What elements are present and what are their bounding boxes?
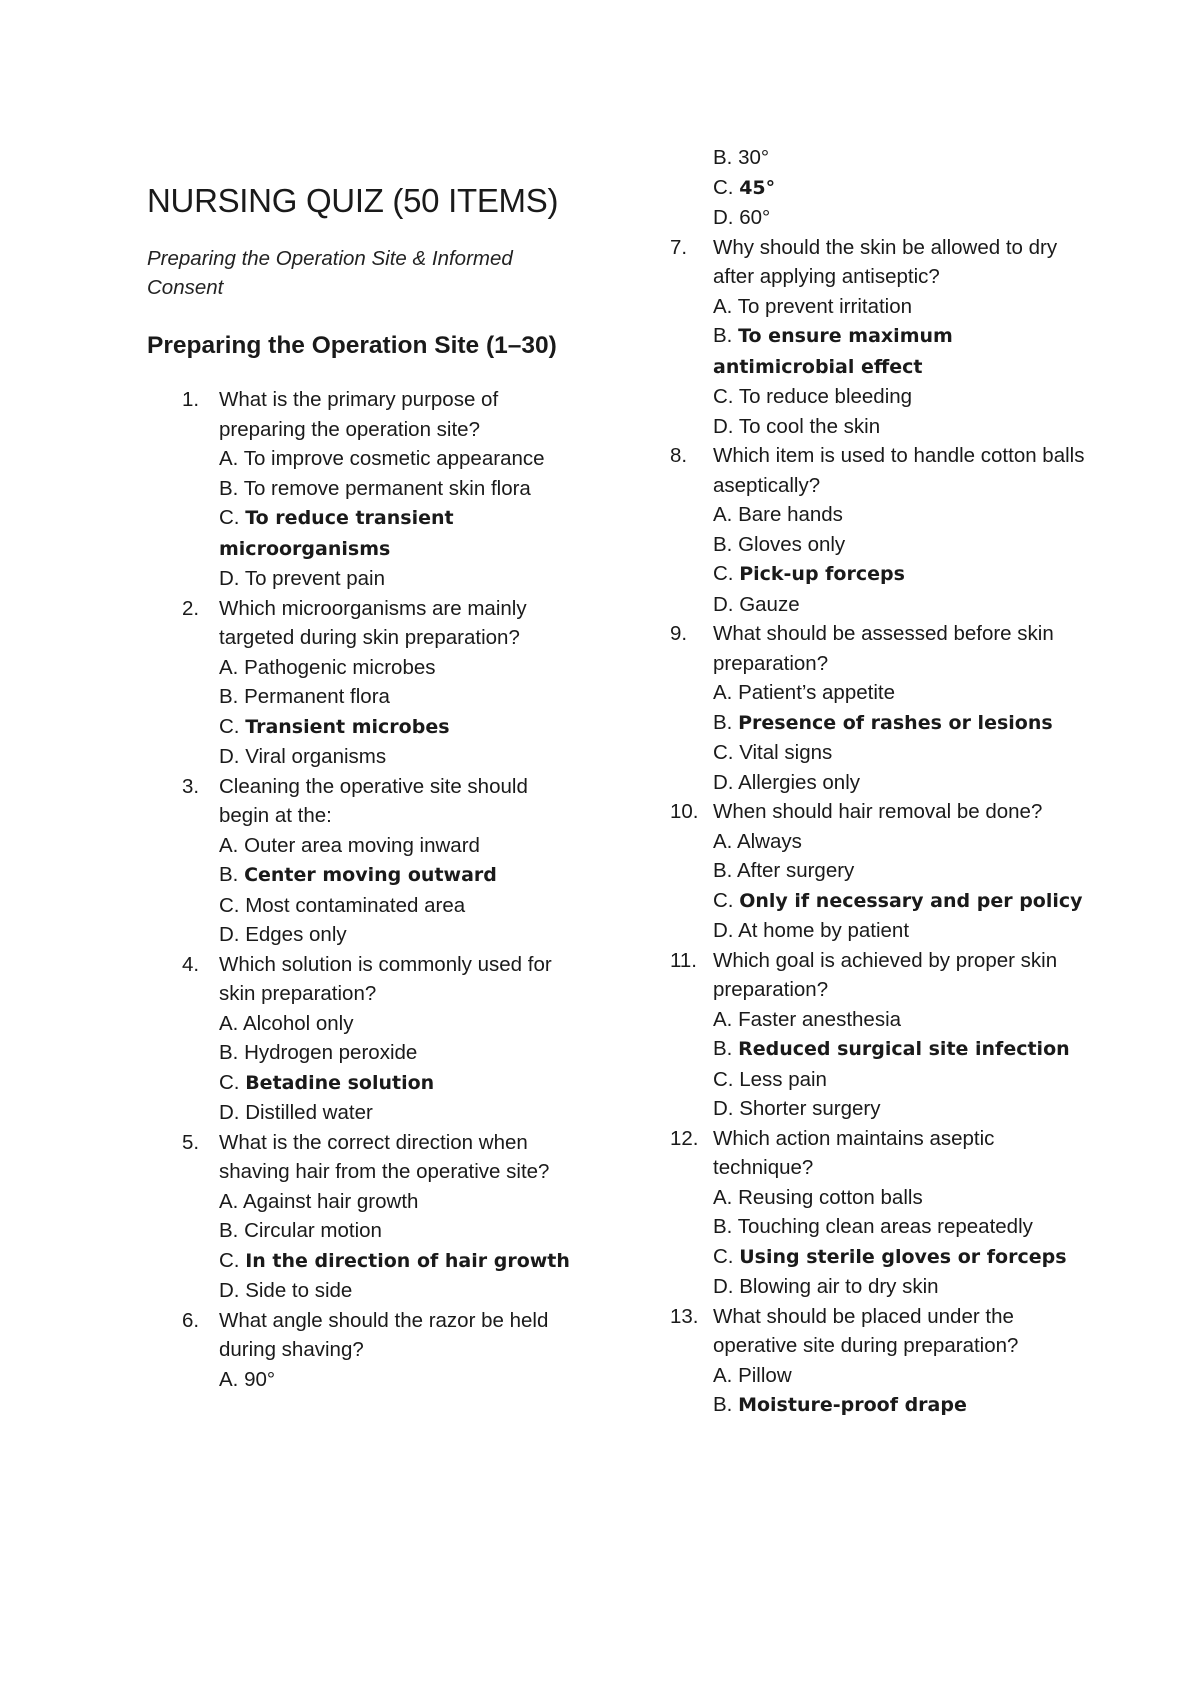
answer-option [219,891,577,921]
answer-option-correct [219,1246,577,1277]
option-letter: A. [713,294,733,318]
question-number: 6. [182,1308,200,1332]
question-item [147,385,577,594]
option-letter: A. [219,447,239,470]
option-letter: C. [219,1070,240,1094]
document-title: NURSING QUIZ (50 ITEMS) [147,182,559,219]
option-text: Gloves only [738,532,846,556]
option-letter: A. [219,833,239,857]
option-text: Distilled water [245,1101,373,1124]
question-item [670,1302,1100,1421]
option-text: After surgery [736,859,855,882]
answer-option [219,1187,577,1217]
option-letter: A. [713,503,733,526]
question-number: 10. [670,800,699,823]
option-letter: D. [713,592,734,616]
option-text: 45° [739,176,776,199]
option-text: Patient’s appetite [738,681,895,704]
option-text: Viral organisms [245,745,387,768]
option-letter: B. [713,1037,733,1060]
option-text: Moisture-proof drape [738,1394,967,1416]
option-letter: D. [713,1097,734,1120]
option-letter: B. [713,859,733,882]
question-number: 12. [670,1126,699,1150]
option-text: Permanent flora [244,685,390,708]
section-heading: Preparing the Operation Site (1–30) [147,332,557,359]
question-number: 13. [670,1304,699,1328]
option-letter: C. [713,175,734,199]
option-letter: D. [219,1101,240,1124]
option-text: To ensure maximum antimicrobial effect [713,325,953,378]
option-letter: D. [713,770,734,794]
option-text: Shorter surgery [739,1097,881,1120]
option-text: Most contaminated area [245,893,466,917]
option-letter: C. [713,741,734,764]
option-text: Against hair growth [242,1189,419,1213]
question-text: What should be placed under the operative site during preparation? [713,1304,1019,1357]
option-letter: B. [713,324,733,347]
question-number: 4. [182,952,200,976]
option-letter: C. [219,506,240,529]
answer-option-correct [713,1242,1100,1273]
option-text: Betadine solution [245,1071,435,1094]
answer-option [219,1365,577,1395]
question-item [147,594,577,772]
answer-option-correct [713,1034,1100,1065]
question-item [670,1124,1100,1302]
option-letter: D. [713,919,734,942]
option-text: Outer area moving inward [244,833,480,857]
answer-option [219,920,577,950]
question-text: Why should the skin be allowed to dry after applying antiseptic? [713,235,1058,288]
question-text: Which microorganisms are mainly targeted during skin preparation? [219,596,527,649]
question-text: When should hair removal be done? [713,800,1043,823]
answer-option [713,1272,1100,1302]
question-item [147,1128,577,1306]
answer-option-correct [713,708,1100,739]
answer-option-correct [713,886,1100,917]
question-item [670,441,1100,619]
option-letter: D. [713,414,734,438]
answer-option [713,143,1100,173]
option-text: Gauze [739,592,800,616]
answer-option-correct [219,1068,577,1099]
question-number: 2. [182,596,200,620]
question-text: What is the primary purpose of preparing the operation site? [219,388,499,441]
answer-option [219,1276,577,1306]
option-letter: D. [713,1275,734,1298]
question-number: 9. [670,622,688,645]
option-text: To prevent pain [244,567,386,590]
answer-option [219,474,577,504]
answer-option-correct [713,559,1100,590]
document-subtitle: Preparing the Operation Site & Informed Consent [147,247,513,299]
option-letter: B. [713,1393,733,1416]
question-item [147,1306,577,1395]
option-text: Alcohol only [242,1011,354,1035]
answer-option [713,1094,1100,1124]
option-text: Circular motion [244,1219,382,1242]
answer-option-correct [219,503,577,564]
answer-option [219,1009,577,1039]
option-text: To cool the skin [738,414,881,438]
question-number: 8. [670,444,688,467]
option-text: Pick-up forceps [739,563,905,585]
option-text: Touching clean areas repeatedly [737,1215,1033,1238]
question-number: 5. [182,1130,200,1154]
question-item [670,233,1100,442]
option-letter: A. [219,655,239,679]
question-item [670,797,1100,946]
option-text: Presence of rashes or lesions [738,711,1053,734]
option-letter: D. [713,206,734,229]
option-text: Only if necessary and per policy [739,889,1083,912]
answer-option-correct [219,860,577,891]
option-text: To remove permanent skin flora [243,476,531,500]
option-letter: A. [713,1185,733,1209]
option-letter: C. [219,1248,240,1272]
option-text: 60° [739,206,771,229]
option-text: To reduce transient microorganisms [219,507,454,560]
option-letter: A. [713,1007,733,1031]
option-text: To prevent irritation [737,294,913,318]
option-letter: C. [713,385,734,408]
option-letter: D. [219,923,240,946]
answer-option [713,738,1100,768]
option-text: Pathogenic microbes [244,655,436,679]
option-letter: C. [713,1067,734,1091]
answer-option [219,444,577,474]
option-text: Less pain [739,1067,827,1091]
option-letter: C. [713,1244,734,1268]
question-text: Which action maintains aseptic technique? [713,1126,995,1179]
option-letter: A. [219,1367,239,1391]
option-letter: B. [713,532,733,556]
question-item [147,950,577,1128]
option-letter: A. [713,681,733,704]
option-text: In the direction of hair growth [245,1249,570,1272]
answer-option [713,1361,1100,1391]
option-letter: D. [219,567,240,590]
option-letter: B. [219,476,239,500]
option-letter: A. [219,1011,239,1035]
option-text: Blowing air to dry skin [739,1275,939,1298]
option-text: To reduce bleeding [738,385,913,408]
answer-option [713,768,1100,798]
left-column [147,178,577,1394]
option-text: Always [736,829,802,853]
option-text: At home by patient [738,919,910,942]
answer-option [219,682,577,712]
answer-option [713,856,1100,886]
option-letter: D. [219,745,240,768]
answer-option-correct [713,173,1100,204]
answer-option-correct [713,1390,1100,1421]
answer-option [219,564,577,594]
answer-option [713,500,1100,530]
question-list-right [670,233,1100,1421]
answer-option [713,590,1100,620]
option-text: To improve cosmetic appearance [243,447,545,470]
option-letter: B. [219,685,239,708]
option-letter: C. [219,893,240,917]
answer-option [219,1038,577,1068]
option-letter: B. [713,710,733,734]
option-text: Faster anesthesia [738,1007,902,1031]
answer-option [219,742,577,772]
answer-option [713,1212,1100,1242]
option-text: Edges only [245,923,347,946]
question-6-continued-options [670,143,1100,233]
option-text: Reduced surgical site infection [738,1038,1070,1060]
option-text: Using sterile gloves or forceps [739,1245,1067,1268]
option-letter: C. [713,888,734,912]
option-letter: A. [713,1363,733,1387]
option-letter: C. [713,562,734,585]
answer-option [219,1216,577,1246]
answer-option [713,292,1100,322]
option-text: Side to side [245,1279,353,1302]
option-letter: B. [219,863,239,886]
answer-option [713,203,1100,233]
option-text: Bare hands [738,503,843,526]
answer-option-correct [713,321,1100,382]
option-text: 90° [244,1367,276,1391]
answer-option [219,1098,577,1128]
question-item [670,946,1100,1124]
option-text: Reusing cotton balls [738,1185,923,1209]
question-list-left [147,385,577,1394]
answer-option [713,1183,1100,1213]
question-number: 11. [670,948,697,972]
option-letter: B. [219,1219,239,1242]
answer-option [713,1065,1100,1095]
question-text: Which item is used to handle cotton balls aseptically? [713,444,1085,497]
answer-option [713,1005,1100,1035]
question-text: What should be assessed before skin preparation? [713,622,1054,675]
option-text: Vital signs [739,741,833,764]
question-number: 1. [182,388,200,411]
question-text: Cleaning the operative site should begin at the: [219,774,528,827]
question-item [670,619,1100,797]
answer-option [219,831,577,861]
question-text: Which solution is commonly used for skin preparation? [219,952,552,1005]
option-letter: A. [713,829,733,853]
right-column [670,143,1100,1421]
option-letter: A. [219,1189,239,1213]
option-letter: B. [713,146,733,169]
question-text: What angle should the razor be held during shaving? [219,1308,549,1361]
option-text: Allergies only [738,770,860,794]
answer-option [713,916,1100,946]
question-text: Which goal is achieved by proper skin preparation? [713,948,1058,1001]
option-letter: D. [219,1279,240,1302]
answer-option [713,382,1100,412]
option-text: 30° [738,146,770,169]
answer-option [713,827,1100,857]
answer-option [219,653,577,683]
option-text: Hydrogen peroxide [244,1041,418,1064]
answer-option-correct [219,712,577,743]
question-item [147,772,577,950]
option-text: Center moving outward [244,864,497,886]
question-number: 3. [182,774,200,798]
question-number: 7. [670,235,688,259]
option-letter: B. [713,1215,733,1238]
option-text: Transient microbes [245,715,450,738]
answer-option [713,530,1100,560]
answer-option [713,412,1100,442]
answer-option [713,678,1100,708]
option-letter: B. [219,1041,239,1064]
option-letter: C. [219,714,240,738]
question-text: What is the correct direction when shaving hair from the operative site? [219,1130,550,1183]
option-text: Pillow [738,1363,792,1387]
